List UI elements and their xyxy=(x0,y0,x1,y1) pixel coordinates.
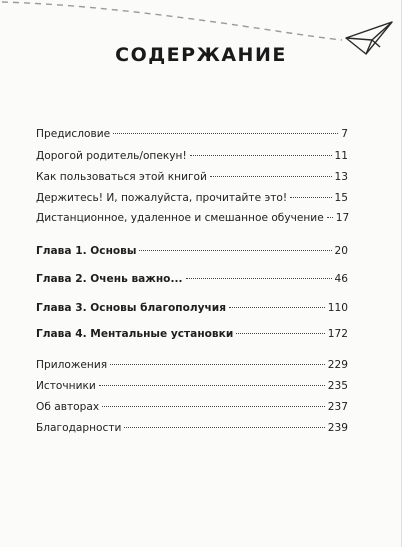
toc-entry-page-number: 13 xyxy=(334,171,348,183)
toc-entry-label: Источники xyxy=(36,380,96,392)
dot-leader xyxy=(290,197,331,198)
toc-entry-label: Держитесь! И, пожалуйста, прочитайте это! xyxy=(36,192,288,204)
toc-entry-label: Предисловие xyxy=(36,128,111,140)
toc-entry-page-number: 20 xyxy=(334,245,348,257)
toc-entry xyxy=(36,245,348,258)
dot-leader xyxy=(113,133,338,134)
toc-entry-label: Приложения xyxy=(36,359,108,371)
toc-entry-label: Дистанционное, удаленное и смешанное обучение xyxy=(36,212,324,224)
page-title: СОДЕРЖАНИЕ xyxy=(115,44,287,66)
toc-entry xyxy=(36,380,348,393)
toc-entry xyxy=(36,273,348,286)
toc-entry-page-number: 7 xyxy=(341,128,348,140)
dot-leader xyxy=(102,406,325,407)
toc-entry xyxy=(36,302,348,315)
toc-entry-page-number: 239 xyxy=(327,422,348,434)
dot-leader xyxy=(110,364,325,365)
toc-entry-label: Глава 3. Основы благополучия xyxy=(36,302,227,314)
toc-entry-page-number: 46 xyxy=(334,273,348,285)
dot-leader xyxy=(210,176,332,177)
toc-entry xyxy=(36,359,348,372)
toc-entry xyxy=(36,212,348,225)
dot-leader xyxy=(99,385,325,386)
toc-entry xyxy=(36,192,348,205)
toc-entry-label: Как пользоваться этой книгой xyxy=(36,171,207,183)
toc-entry-page-number: 237 xyxy=(327,401,348,413)
toc-entry-page-number: 229 xyxy=(327,359,348,371)
toc-entry xyxy=(36,422,348,435)
dot-leader xyxy=(124,427,324,428)
dot-leader xyxy=(236,333,325,334)
toc-entry-page-number: 11 xyxy=(334,150,348,162)
dot-leader xyxy=(139,250,331,251)
toc-entry-label: Дорогой родитель/опекун! xyxy=(36,150,187,162)
toc-entry-page-number: 17 xyxy=(335,212,350,224)
toc-entry-page-number: 110 xyxy=(327,302,348,314)
dot-leader xyxy=(190,155,332,156)
dot-leader xyxy=(327,217,333,218)
toc-entry xyxy=(36,128,348,141)
dot-leader xyxy=(186,278,332,279)
toc-entry-label: Глава 1. Основы xyxy=(36,245,137,257)
dot-leader xyxy=(229,307,325,308)
toc-entry-label: Глава 2. Очень важно... xyxy=(36,273,183,285)
toc-entry-page-number: 15 xyxy=(334,192,348,204)
toc-entry xyxy=(36,328,348,341)
toc-entry-label: Благодарности xyxy=(36,422,122,434)
toc-entry-label: Об авторах xyxy=(36,401,100,413)
toc-entry-label: Глава 4. Ментальные установки xyxy=(36,328,234,340)
toc-entry-page-number: 172 xyxy=(327,328,348,340)
toc-entry xyxy=(36,401,348,414)
toc-entry-page-number: 235 xyxy=(327,380,348,392)
toc-entry xyxy=(36,171,348,184)
toc-entry xyxy=(36,150,348,163)
